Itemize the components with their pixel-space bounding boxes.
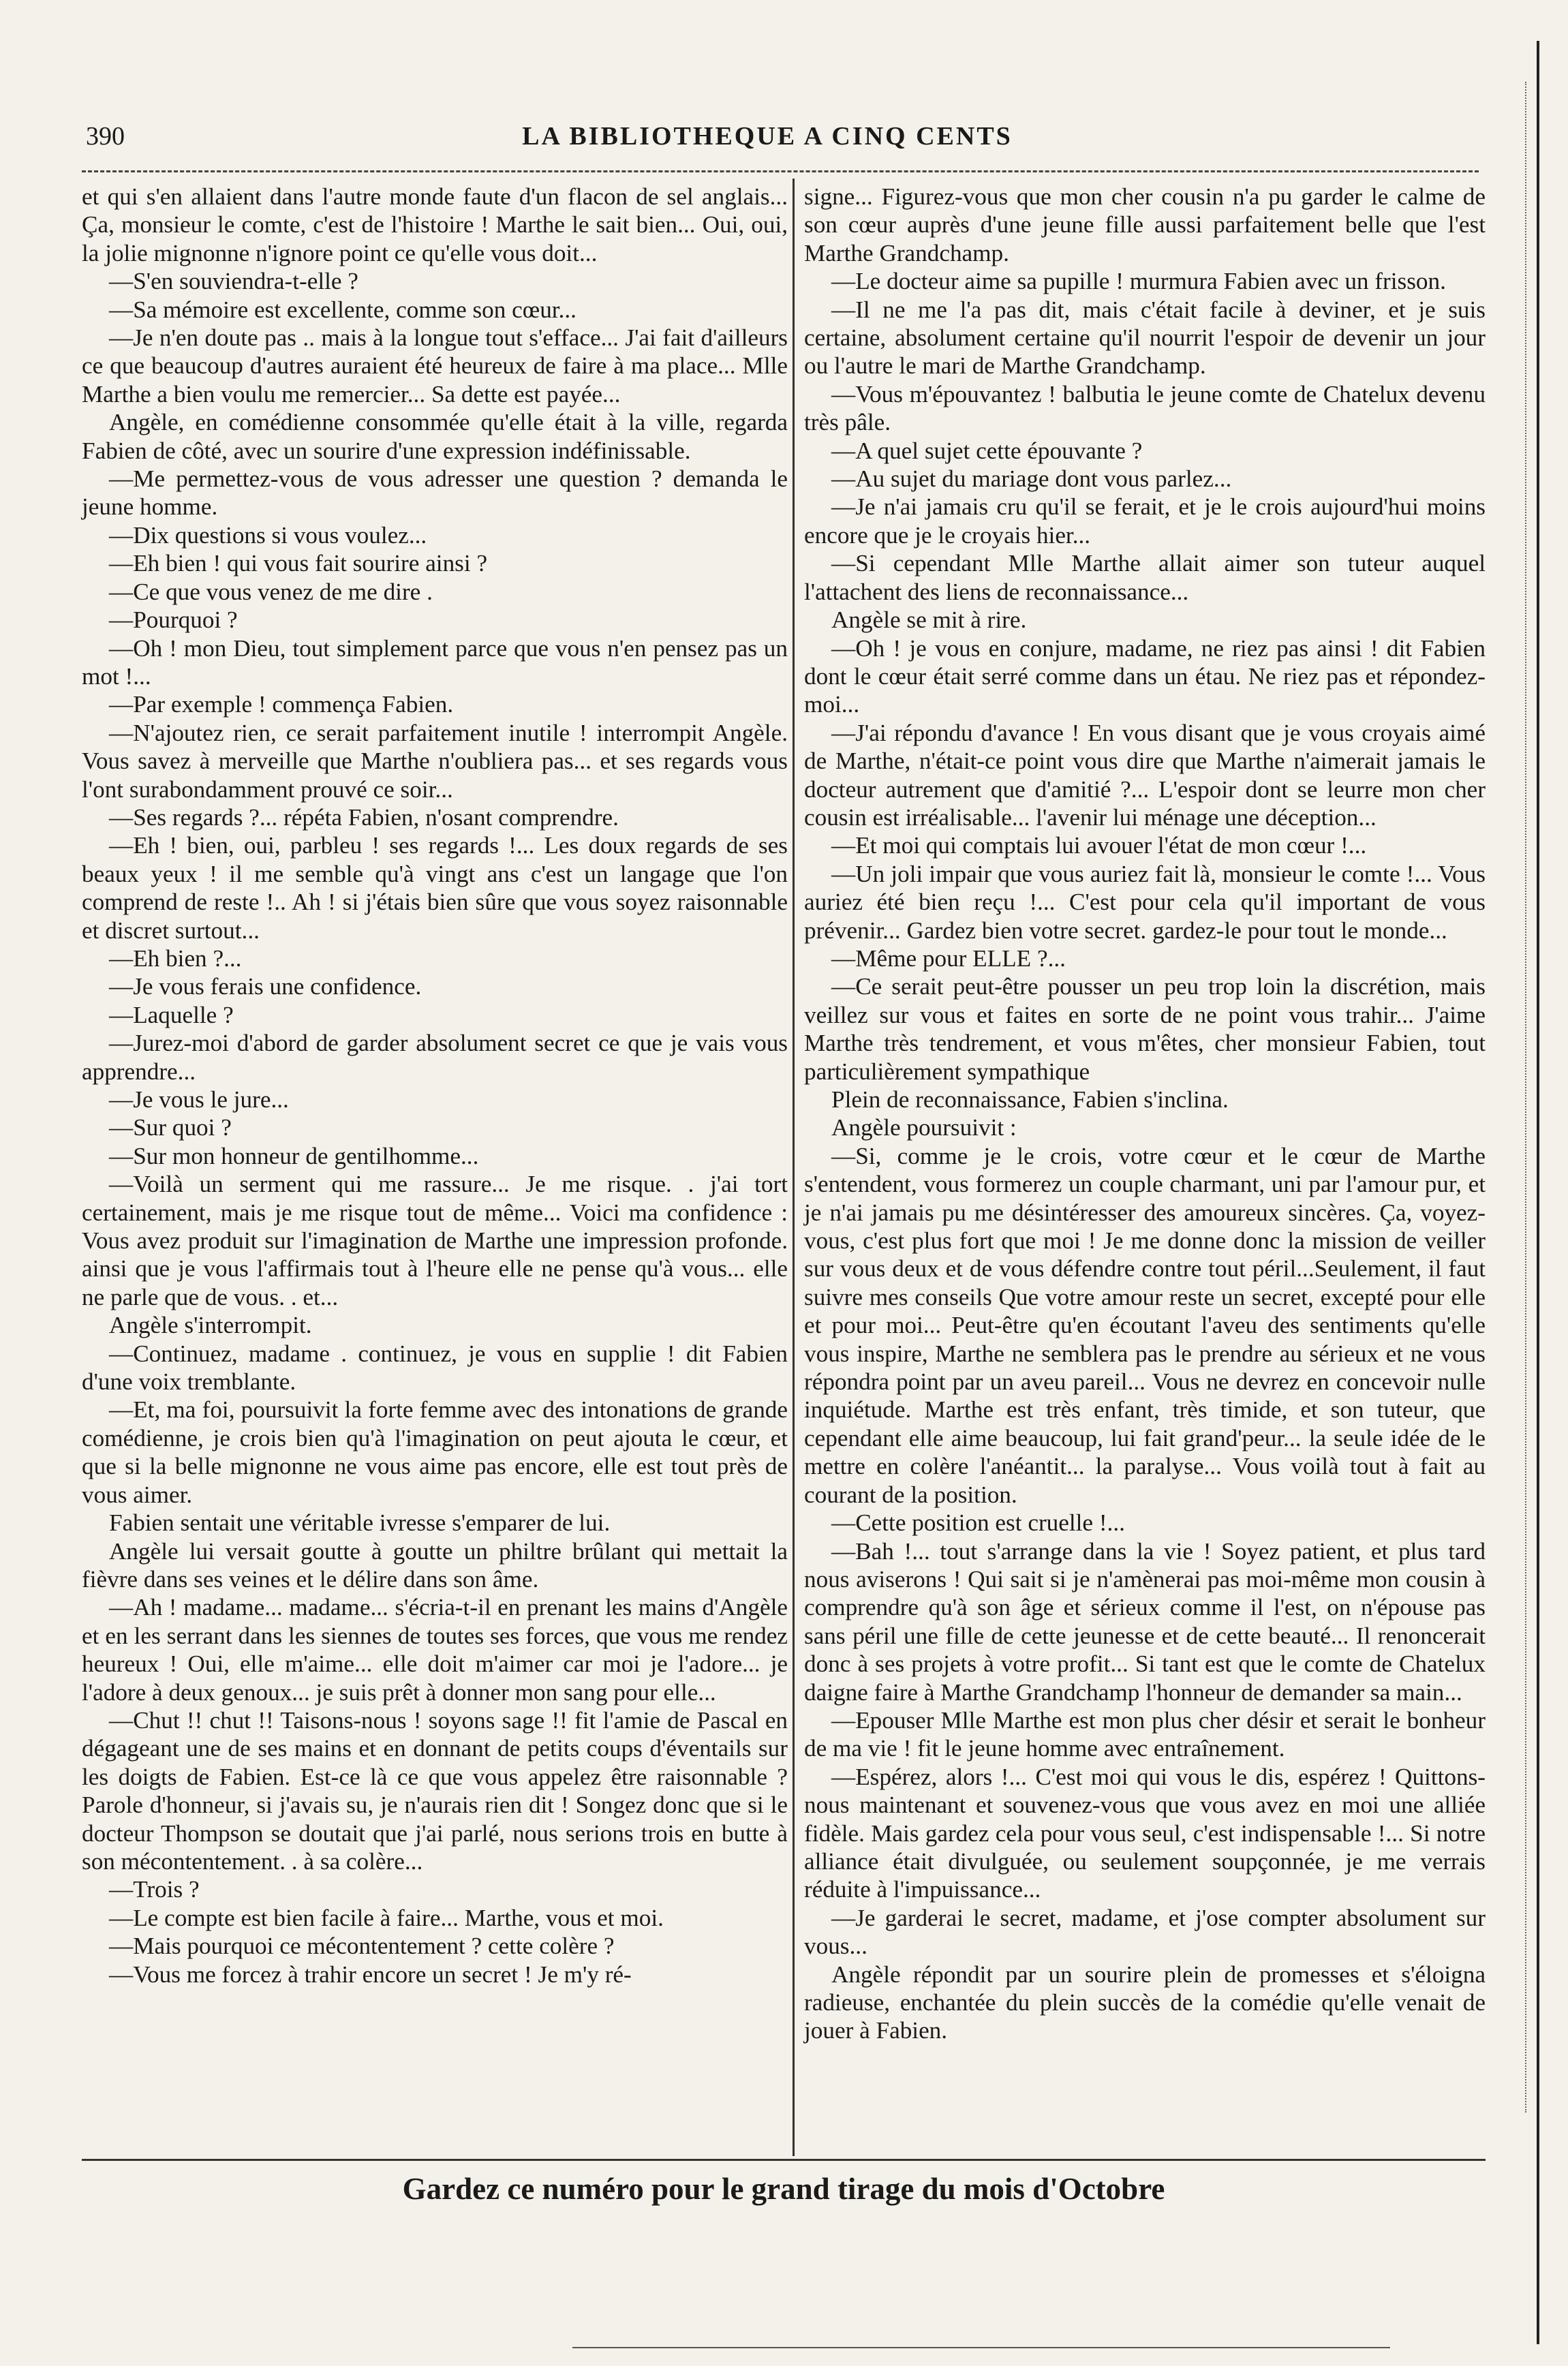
paragraph: —Eh bien ?... — [109, 944, 242, 972]
paragraph: —Je garderai le secret, madame, et j'ose compter absolument sur vous... — [804, 1904, 1486, 1960]
footer-rule — [82, 2159, 1486, 2161]
paragraph: —Voilà un serment qui me rassure... Je me risque. . j'ai tort certainement, mais je me risque tout de même... Voici ma confidence : Vous avez produit sur l'imagination de Marthe une impression profonde. ainsi que je vous l'affirmais tout à l'heure elle ne pense qu'à vous... elle ne parle que de vous. . et... — [82, 1171, 788, 1310]
paragraph: —Si, comme je le crois, votre cœur et le cœur de Marthe s'entendent, vous formerez un couple charmant, uni par l'amour pur, et je n'ai jamais pu me désintéresser des amoureux sincères. Ça, voyez-vous, c'est plus fort que moi ! Je me donne donc la mission de veiller sur vous deux et de vous défendre contre tout péril...Seulement, il faut suivre mes conseils Que votre amour reste un secret, excepté pour elle et pour moi... Peut-être qu'en écoutant l'aveu des sentiments qu'elle vous inspire, Marthe ne semblera pas le prendre au sérieux et ne vous répondra point par un aveu pareil... Vous ne devrez en concevoir nulle inquiétude. Marthe est très enfant, très timide, et son tuteur, que cependant elle aime beaucoup, lui fait grand'peur... la seule idée de le mettre en colère l'anéantit... la paralyse... Vous voilà tout à fait au courant de la position. — [804, 1142, 1486, 1508]
paragraph: —Et moi qui comptais lui avouer l'état de mon cœur !... — [831, 832, 1367, 859]
header-rule — [82, 170, 1479, 172]
paragraph: —Eh ! bien, oui, parbleu ! ses regards !... Les doux regards de ses beaux yeux ! il me semble qu'à vingt ans c'est un langage que l'on comprend de reste !.. Ah ! si j'étais bien sûre que vous soyez raisonnable et discret surtout... — [82, 832, 788, 944]
page-header — [86, 121, 1449, 159]
column-divider — [793, 179, 795, 2156]
paragraph: —Même pour ELLE ?... — [831, 944, 1066, 972]
paragraph: Angèle poursuivit : — [831, 1114, 1017, 1141]
paragraph: —Pourquoi ? — [109, 606, 238, 634]
paragraph: —Un joli impair que vous auriez fait là, monsieur le comte !... Vous auriez été bien reçu !... C'est pour cela qu'il important de vous prévenir... Gardez bien votre secret. gardez-le pour tout le monde... — [804, 860, 1486, 944]
paragraph: —Au sujet du mariage dont vous parlez... — [831, 465, 1232, 493]
paragraph: —Ce serait peut-être pousser un peu trop loin la discrétion, mais veillez sur vous et faites en sorte de ne point vous trahir... J'aime Marthe très tendrement, et vous m'êtes, cher monsieur Fabien, tout particulièrement sympathique — [804, 973, 1486, 1085]
paragraph: —Je vous ferais une confidence. — [109, 973, 422, 1000]
paragraph: —Il ne me l'a pas dit, mais c'était facile à deviner, et je suis certaine, absolument certaine qu'il nourrit l'espoir de devenir un jour ou l'autre le mari de Marthe Grandchamp. — [804, 296, 1486, 380]
paragraph: Fabien sentait une véritable ivresse s'emparer de lui. — [109, 1509, 611, 1537]
paragraph: signe... Figurez-vous que mon cher cousin n'a pu garder le calme de son cœur auprès d'une jeune fille aussi parfaitement belle que l'est Marthe Grandchamp. — [804, 183, 1486, 266]
paragraph: —Oh ! mon Dieu, tout simplement parce que vous n'en pensez pas un mot !... — [82, 634, 788, 690]
paragraph: —Si cependant Mlle Marthe allait aimer son tuteur auquel l'attachent des liens de reconnaissance... — [804, 550, 1486, 605]
paragraph: —Ses regards ?... répéta Fabien, n'osant comprendre. — [109, 803, 619, 831]
paragraph: —Et, ma foi, poursuivit la forte femme avec des intonations de grande comédienne, je crois bien qu'à l'imagination on peut ajouta le cœur, et que si la belle mignonne ne vous aime pas encore, elle est tout près de vous aimer. — [82, 1396, 788, 1508]
paragraph: —Je vous le jure... — [109, 1086, 289, 1113]
paragraph: —Ah ! madame... madame... s'écria-t-il en prenant les mains d'Angèle et en les serrant dans les siennes de toutes ses forces, que vous me rendez heureux ! Oui, elle m'aime... elle doit m'aimer car moi je l'adore... je l'adore à deux genoux... je suis prêt à donner mon sang pour elle... — [82, 1594, 788, 1706]
paragraph: —Continuez, madame . continuez, je vous en supplie ! dit Fabien d'une voix tremblante. — [82, 1340, 788, 1396]
paragraph: —Sa mémoire est excellente, comme son cœur... — [109, 296, 577, 323]
paragraph: —Laquelle ? — [109, 1001, 234, 1028]
paragraph: —Vous me forcez à trahir encore un secret ! Je m'y ré- — [109, 1961, 632, 1988]
paragraph: —Le compte est bien facile à faire... Marthe, vous et moi. — [109, 1904, 664, 1931]
paragraph: et qui s'en allaient dans l'autre monde faute d'un flacon de sel anglais... Ça, monsieur le comte, c'est de l'histoire ! Marthe le sait bien... Oui, oui, la jolie mignonne n'ignore point ce qu'elle vous doit... — [82, 183, 788, 266]
footer-notice: Gardez ce numéro pour le grand tirage du mois d'Octobre — [402, 2172, 1165, 2206]
paragraph: —Je n'en doute pas .. mais à la longue tout s'efface... J'ai fait d'ailleurs ce que beaucoup d'autres auraient été heureux de faire à ma place... Mlle Marthe a bien voulu me remercier... Sa dette est payée... — [82, 324, 788, 408]
paragraph: —Trois ? — [109, 1876, 200, 1903]
paragraph: —J'ai répondu d'avance ! En vous disant que je vous croyais aimé de Marthe, n'était-ce point vous dire que Marthe n'aimerait jamais le docteur autrement que d'amitié ?... L'espoir dont se leurre mon cher cousin est irréalisable... l'avenir lui ménage une déception... — [804, 719, 1486, 831]
paragraph: —Bah !... tout s'arrange dans la vie ! Soyez patient, et plus tard nous aviserons ! Qui sait si je n'amènerai pas moi-même mon cousin à comprendre qu'à son âge et sérieux comme il l'est, on n'épouse pas sans péril une fille de cette jeunesse et de cette beauté... Il renoncerait donc à ses projets à votre profit... Si tant est que le comte de Chatelux daigne faire à Marthe Grandchamp l'honneur de demander sa main... — [804, 1537, 1486, 1706]
paragraph: —Epouser Mlle Marthe est mon plus cher désir et serait le bonheur de ma vie ! fit le jeune homme avec entraînement. — [804, 1706, 1486, 1762]
right-column — [804, 183, 1486, 2045]
left-column — [82, 183, 788, 1988]
paragraph: —Mais pourquoi ce mécontentement ? cette colère ? — [109, 1933, 615, 1960]
paragraph: —Le docteur aime sa pupille ! murmura Fabien avec un frisson. — [831, 268, 1446, 295]
paragraph: Angèle, en comédienne consommée qu'elle était à la ville, regarda Fabien de côté, avec un sourire d'une expression indéfinissable. — [82, 409, 788, 464]
page-end-rule — [572, 2347, 1390, 2348]
page-number: 390 — [86, 122, 125, 151]
paragraph: —Ce que vous venez de me dire . — [109, 578, 433, 605]
paragraph: —Par exemple ! commença Fabien. — [109, 691, 454, 718]
paragraph: —N'ajoutez rien, ce serait parfaitement inutile ! interrompit Angèle. Vous savez à merveille que Marthe n'oubliera pas... et ses regards vous l'ont surabondamment prouvé ce soir... — [82, 719, 788, 803]
paragraph: —Vous m'épouvantez ! balbutia le jeune comte de Chatelux devenu très pâle. — [804, 380, 1486, 436]
paragraph: Angèle répondit par un sourire plein de promesses et s'éloigna radieuse, enchantée du plein succès de la comédie qu'elle venait de jouer à Fabien. — [804, 1961, 1486, 2044]
running-title: LA BIBLIOTHEQUE A CINQ CENTS — [522, 122, 1013, 151]
paragraph: —Dix questions si vous voulez... — [109, 521, 427, 549]
paragraph: Plein de reconnaissance, Fabien s'inclina. — [831, 1086, 1229, 1113]
paragraph: —Eh bien ! qui vous fait sourire ainsi ? — [109, 550, 488, 577]
paragraph: —Espérez, alors !... C'est moi qui vous le dis, espérez ! Quittons-nous maintenant et souvenez-vous que vous avez en moi une alliée fidèle. Mais gardez cela pour vous seul, c'est indispensable !... Si notre alliance était divulguée, ou seulement soupçonnée, je me verrais réduite à l'impuissance... — [804, 1763, 1486, 1903]
paragraph: —Sur mon honneur de gentilhomme... — [109, 1142, 479, 1169]
paragraph: —Chut !! chut !! Taisons-nous ! soyons sage !! fit l'amie de Pascal en dégageant une de ses mains et en donnant de petits coups d'éventails sur les doigts de Fabien. Est-ce là ce que vous appelez être raisonnable ? Parole d'honneur, si j'avais su, je n'aurais rien dit ! Songez donc que si le docteur Thompson se doutait que j'ai parlé, nous serions trois en butte à son mécontentement. . à sa colère... — [82, 1706, 788, 1875]
paragraph: —Sur quoi ? — [109, 1114, 232, 1141]
paragraph: —Oh ! je vous en conjure, madame, ne riez pas ainsi ! dit Fabien dont le cœur était serré comme dans un étau. Ne riez pas et répondez-moi... — [804, 634, 1486, 718]
paragraph: —S'en souviendra-t-elle ? — [109, 268, 358, 295]
paragraph: —Cette position est cruelle !... — [831, 1509, 1125, 1537]
paragraph: Angèle s'interrompit. — [109, 1312, 312, 1339]
page-edge-line — [1537, 41, 1539, 2344]
page-edge-dotted-line — [1525, 82, 1526, 2112]
paragraph: —Je n'ai jamais cru qu'il se ferait, et je le crois aujourd'hui moins encore que je le croyais hier... — [804, 493, 1486, 549]
paragraph: Angèle se mit à rire. — [831, 606, 1027, 634]
paragraph: —A quel sujet cette épouvante ? — [831, 437, 1143, 464]
paragraph: Angèle lui versait goutte à goutte un philtre brûlant qui mettait la fièvre dans ses veines et le délire dans son âme. — [82, 1537, 788, 1593]
paragraph: —Me permettez-vous de vous adresser une question ? demanda le jeune homme. — [82, 465, 788, 521]
paragraph: —Jurez-moi d'abord de garder absolument secret ce que je vais vous apprendre... — [82, 1030, 788, 1085]
